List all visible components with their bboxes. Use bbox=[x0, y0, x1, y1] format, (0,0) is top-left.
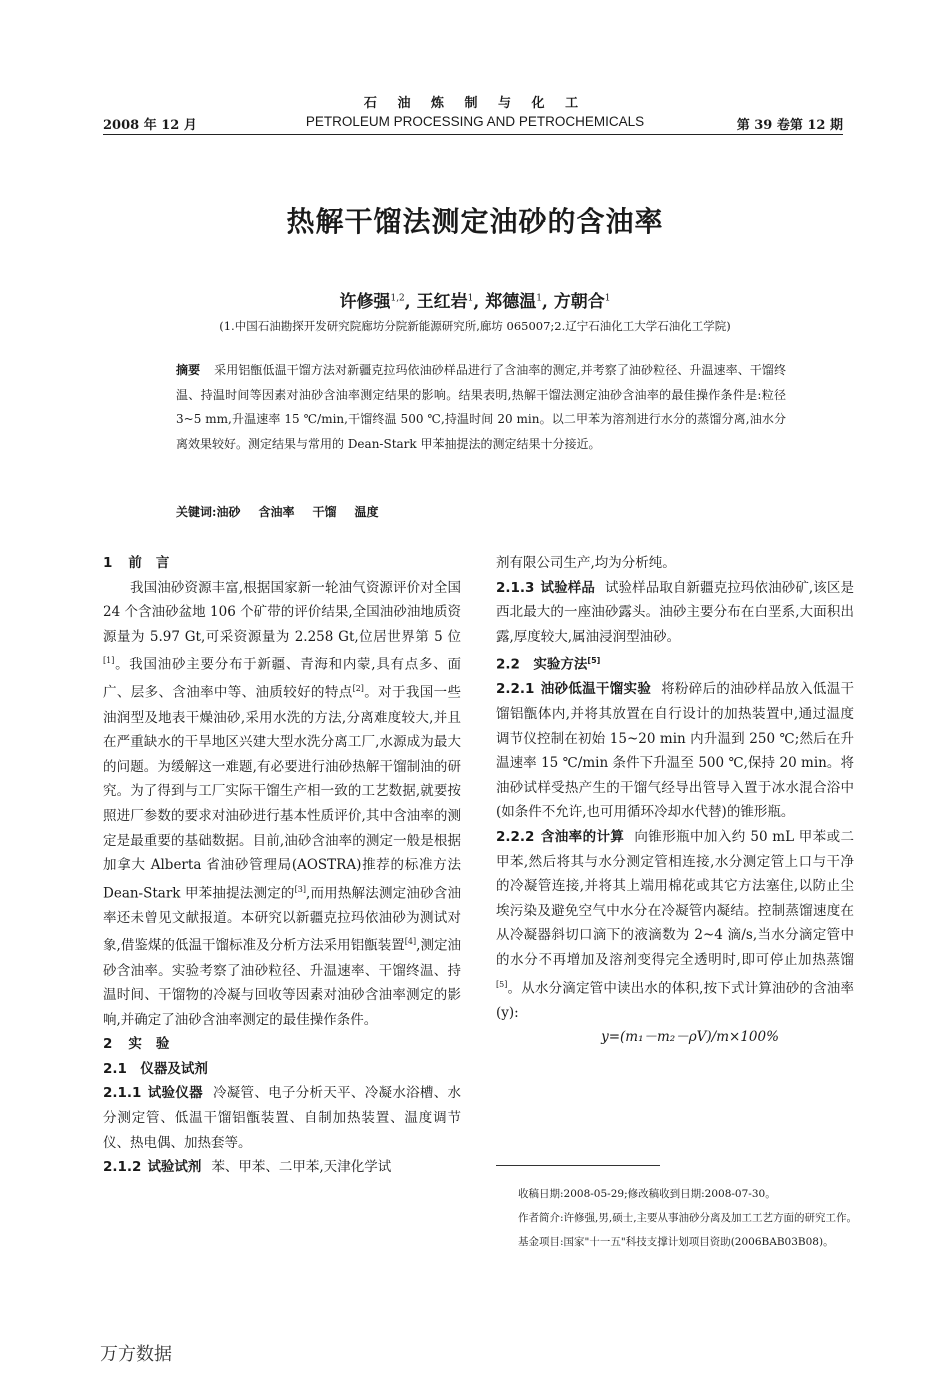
author-name: 许修强 bbox=[339, 292, 391, 312]
subsubsection-title: 试验仪器 bbox=[147, 1085, 203, 1102]
abstract-label: 摘要 bbox=[176, 363, 201, 377]
citation: [4] bbox=[404, 937, 417, 947]
subsection-heading bbox=[496, 649, 854, 677]
subsubsection-paragraph bbox=[496, 677, 854, 825]
footnote-author-bio: 作者简介:许修强,男,硕士,主要从事油砂分离及加工工艺方面的研究工作。 bbox=[518, 1212, 858, 1224]
footnotes bbox=[518, 1184, 858, 1256]
author-name: 王红岩 bbox=[416, 292, 468, 312]
text-run: 我国油砂资源丰富,根据国家新一轮油气资源评价对全国 24 个含油砂盆地 106 个矿带的评价结果,全国油砂油地质资源量为 5.97 Gt,可采资源量为 2.258 Gt,位居世界第 5 位 bbox=[103, 579, 461, 645]
subsubsection-paragraph bbox=[103, 1155, 461, 1180]
subsubsection-heading bbox=[103, 1085, 213, 1101]
keyword: 干馏 bbox=[312, 505, 337, 519]
author-affil-mark: 1,2 bbox=[390, 293, 405, 304]
text-run: 。从水分滴定管中读出水的体积,按下式计算油砂的含油率(y): bbox=[496, 980, 854, 1021]
footnote-received: 收稿日期:2008-05-29;修改稿收到日期:2008-07-30。 bbox=[518, 1188, 776, 1200]
subsubsection-paragraph bbox=[496, 576, 854, 650]
keyword: 温度 bbox=[354, 505, 379, 519]
subsubsection-heading bbox=[496, 829, 634, 845]
subsubsection-title: 含油率的计算 bbox=[540, 829, 625, 846]
keyword: 油砂 bbox=[216, 505, 241, 519]
subsubsection-paragraph bbox=[496, 825, 854, 1025]
keywords-label: 关键词: bbox=[176, 505, 217, 519]
volume-issue: 第 39 卷第 12 期 bbox=[736, 118, 843, 133]
formula: y=(m₁－m₂－ρV)/m×100% bbox=[601, 1029, 779, 1046]
footnote-fund: 基金项目:国家"十一五"科技支撑计划项目资助(2006BAB03B08)。 bbox=[518, 1236, 834, 1248]
text-run: 剂有限公司生产,均为分析纯。 bbox=[496, 555, 676, 571]
section-title: 实验 bbox=[128, 1036, 184, 1053]
affiliation: (1.中国石油勘探开发研究院廊坊分院新能源研究所,廊坊 065007;2.辽宁石油化工大学石油化工学院) bbox=[219, 319, 731, 333]
author-name: 郑德温 bbox=[485, 292, 537, 312]
text-run: 苯、甲苯、二甲苯,天津化学试 bbox=[211, 1159, 392, 1176]
citation: [3] bbox=[294, 884, 306, 894]
keyword: 含油率 bbox=[258, 505, 295, 519]
issue-date: 2008 年 12 月 bbox=[103, 118, 197, 133]
text-run: 试验样品取自新疆克拉玛依油砂矿,该区是西北最大的一座油砂露头。油砂主要分布在白垩系,大面积出露,厚度较大,属油浸润型油砂。 bbox=[496, 579, 855, 645]
subsection-heading: 2.1 仪器及试剂 bbox=[103, 1060, 208, 1077]
subsubsection-paragraph bbox=[103, 1081, 461, 1155]
subsubsection-number: 2.1.1 bbox=[103, 1085, 142, 1102]
text-run: 向锥形瓶中加入约 50 mL 甲苯或二甲苯,然后将其与水分测定管相连接,水分测定管上口与干净的冷凝管连接,并将其上端用棉花或其它方法塞住,以防止尘埃污染及避免空气中水分在冷凝管内凝结。控制蒸馏速度在从冷凝器斜切口滴下的液滴数为 2~4 滴/s,当水分滴定管中的水分不再增加及溶剂变得完全透明时,即可停止加热蒸馏 bbox=[496, 829, 855, 968]
header-rule bbox=[103, 134, 843, 135]
right-column bbox=[496, 551, 854, 1050]
abstract-text: 采用铝甑低温干馏方法对新疆克拉玛依油砂样品进行了含油率的测定,并考察了油砂粒径、升温速率、干馏终温、持温时间等因素对油砂含油率测定结果的影响。结果表明,热解干馏法测定油砂含油率的最佳操作条件是:粒径 3~5 mm,升温速率 15 ℃/min,干馏终温 500 ℃,持温时间 20 min。以二甲苯为溶剂进行水分的蒸馏分离,油水分离效果较好。测定结果与常用的 Dean-Stark 甲苯抽提法的测定结果十分接近。 bbox=[176, 363, 786, 451]
author-name: 方朝合 bbox=[553, 292, 605, 312]
text-run: 冷凝管、电子分析天平、冷凝水浴槽、水分测定管、低温干馏铝甑装置、自制加热装置、温度调节仪、热电偶、加热套等。 bbox=[103, 1085, 462, 1151]
text-run: 。对于我国一些油润型及地表干燥油砂,采用水洗的方法,分离难度较大,并且在严重缺水的干旱地区兴建大型水洗分离工厂,水源成为最大的问题。为缓解这一难题,有必要进行油砂热解干馏制油的研究。为了得到与工厂实际干馏生产相一致的工艺数据,就要按照进厂参数的要求对油砂进行基本性质评价,其中含油率的测定是最重要的基础数据。目前,油砂含油率的测定一般是根据加拿大 Alberta 省油砂管理局(AOSTRA)推荐的标准方法 Dean-Stark 甲苯抽提法测定的 bbox=[103, 684, 462, 902]
subsubsection-heading bbox=[496, 681, 661, 697]
author-list: 许修强$^{1,2}$, 王红岩$^1$, 郑德温$^1$, 方朝合$^1$ bbox=[339, 292, 611, 312]
text-run: ,而用热解法测定油砂含油率还未曾见文献报道。本研究以新疆克拉玛依油砂为测试对象,借鉴煤的低温干馏标准及分析方法采用铝甑装置 bbox=[103, 885, 461, 954]
journal-title-en: PETROLEUM PROCESSING AND PETROCHEMICALS bbox=[305, 114, 645, 129]
text-run: 。我国油砂主要分布于新疆、青海和内蒙,具有点多、面广、层多、含油率中等、油质较好的特点 bbox=[103, 656, 461, 701]
left-column bbox=[103, 551, 461, 1180]
watermark: 万方数据 bbox=[100, 1344, 172, 1365]
author-affil-mark: 1 bbox=[604, 293, 611, 304]
intro-paragraph bbox=[103, 576, 461, 1033]
citation: [5] bbox=[496, 979, 508, 989]
subsubsection-title: 油砂低温干馏实验 bbox=[540, 681, 652, 698]
section-heading bbox=[103, 1032, 461, 1057]
author-affil-mark: 1 bbox=[467, 293, 474, 304]
section-heading bbox=[103, 551, 461, 576]
subsubsection-number: 2.2.2 bbox=[496, 829, 535, 846]
journal-title-cn: 石 油 炼 制 与 化 工 bbox=[363, 96, 587, 111]
subsubsection-number: 2.2.1 bbox=[496, 681, 535, 698]
abstract bbox=[176, 358, 786, 456]
subsubsection-heading bbox=[496, 580, 605, 596]
citation: [1] bbox=[103, 656, 115, 666]
footnote-rule bbox=[496, 1165, 660, 1166]
keywords bbox=[176, 503, 397, 520]
section-title: 前言 bbox=[128, 555, 184, 571]
subsubsection-title: 试验样品 bbox=[540, 579, 595, 596]
author-affil-mark: 1 bbox=[536, 293, 542, 304]
paper-title: 热解干馏法测定油砂的含油率 bbox=[286, 205, 664, 238]
section-number: 2 bbox=[103, 1036, 113, 1053]
subsubsection-heading bbox=[103, 1159, 211, 1175]
citation: [2] bbox=[352, 684, 364, 694]
citation: [5] bbox=[587, 656, 601, 666]
text-run: ,测定油砂含油率。实验考察了油砂粒径、升温速率、干馏终温、持温时间、干馏物的冷凝与回收等因素对油砂含油率测定的影响,并确定了油砂含油率测定的最佳操作条件。 bbox=[103, 937, 461, 1028]
subsubsection-title: 试验试剂 bbox=[147, 1159, 202, 1176]
subsection-title: 2.2 实验方法 bbox=[496, 656, 588, 673]
subsubsection-number: 2.1.2 bbox=[103, 1159, 142, 1176]
subsubsection-number: 2.1.3 bbox=[496, 579, 535, 596]
text-run: 将粉碎后的油砂样品放入低温干馏铝甑体内,并将其放置在自行设计的加热装置中,通过温度调节仪控制在初始 15~20 min 内升温到 250 ℃;然后在升温速率 15 ℃/min 条件下升温至 500 ℃,保持 20 min。将油砂试样受热产生的干馏气经导出管导入置于冰水混合浴中(如条件不允许,也可用循环冷却水代替)的锥形瓶。 bbox=[496, 681, 855, 821]
section-number: 1 bbox=[103, 555, 113, 571]
